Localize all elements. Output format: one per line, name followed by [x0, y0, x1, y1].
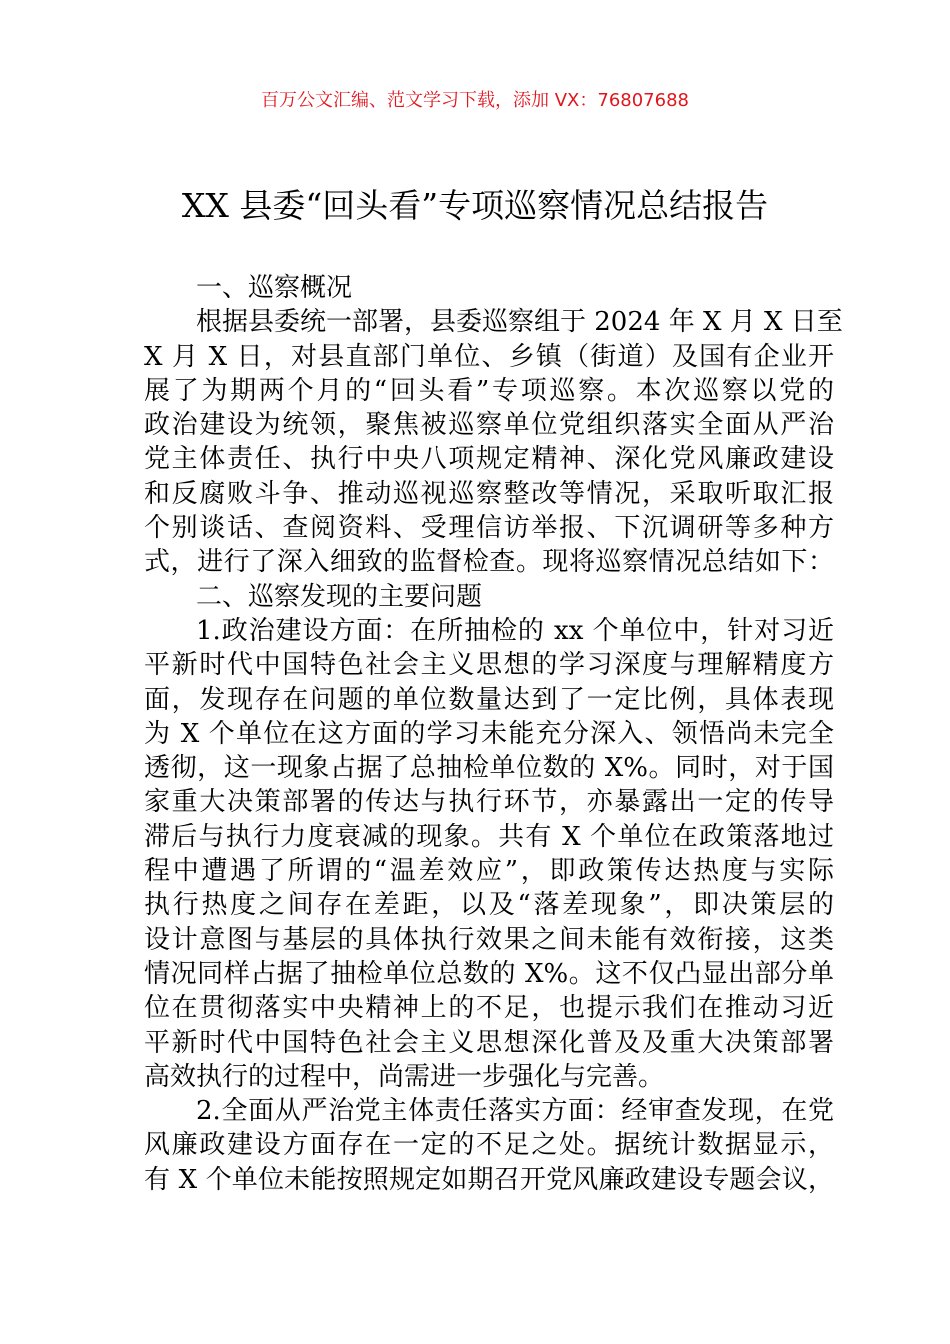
paragraph-line: 为 X 个单位在这方面的学习未能充分深入、领悟尚未完全 [144, 718, 834, 749]
paragraph-line: 执行热度之间存在差距，以及“落差现象”，即决策层的 [144, 890, 834, 921]
paragraph-line: 设计意图与基层的具体执行效果之间未能有效衔接，这类 [144, 924, 834, 955]
section-heading: 一、巡察概况 [196, 273, 353, 303]
paragraph-line: X 月 X 日，对县直部门单位、乡镇（街道）及国有企业开 [144, 341, 834, 372]
paragraph-line: 滞后与执行力度衰减的现象。共有 X 个单位在政策落地过 [144, 821, 834, 852]
paragraph-line: 平新时代中国特色社会主义思想的学习深度与理解精度方 [144, 650, 834, 681]
paragraph-line: 和反腐败斗争、推动巡视巡察整改等情况，采取听取汇报 [144, 478, 834, 509]
paragraph-line: 情况同样占据了抽检单位总数的 X%。这不仅凸显出部分单 [144, 958, 834, 989]
section-heading: 二、巡察发现的主要问题 [196, 581, 483, 612]
paragraph-line: 党主体责任、执行中央八项规定精神、深化党风廉政建设 [144, 444, 834, 475]
paragraph-line: 有 X 个单位未能按照规定如期召开党风廉政建设专题会议， [144, 1164, 834, 1195]
paragraph-line: 展了为期两个月的“回头看”专项巡察。本次巡察以党的 [144, 375, 834, 406]
paragraph-line: 位在贯彻落实中央精神上的不足，也提示我们在推动习近 [144, 993, 834, 1024]
paragraph-line: 个别谈话、查阅资料、受理信访举报、下沉调研等多种方 [144, 513, 834, 544]
page-title: XX 县委“回头看”专项巡察情况总结报告 [181, 186, 769, 225]
paragraph-line: 风廉政建设方面存在一定的不足之处。据统计数据显示， [144, 1130, 834, 1161]
paragraph-line: 1.政治建设方面：在所抽检的 xx 个单位中，针对习近 [196, 615, 834, 646]
promo-header: 百万公文汇编、范文学习下载，添加 VX：76807688 [261, 90, 689, 111]
paragraph-line: 2.全面从严治党主体责任落实方面：经审查发现，在党 [196, 1096, 834, 1127]
paragraph-line: 高效执行的过程中，尚需进一步强化与完善。 [144, 1061, 665, 1092]
paragraph-line: 面，发现存在问题的单位数量达到了一定比例，具体表现 [144, 684, 834, 715]
paragraph-line: 平新时代中国特色社会主义思想深化普及及重大决策部署 [144, 1027, 834, 1058]
paragraph-line: 根据县委统一部署，县委巡察组于 2024 年 X 月 X 日至 [196, 307, 843, 338]
paragraph-line: 透彻，这一现象占据了总抽检单位数的 X%。同时，对于国 [144, 753, 834, 784]
paragraph-line: 程中遭遇了所谓的“温差效应”，即政策传达热度与实际 [144, 856, 834, 887]
document-body [144, 271, 843, 1197]
paragraph-line: 政治建设为统领，聚焦被巡察单位党组织落实全面从严治 [144, 410, 834, 441]
paragraph-line: 家重大决策部署的传达与执行环节，亦暴露出一定的传导 [144, 787, 834, 818]
paragraph-line: 式，进行了深入细致的监督检查。现将巡察情况总结如下： [144, 547, 834, 578]
